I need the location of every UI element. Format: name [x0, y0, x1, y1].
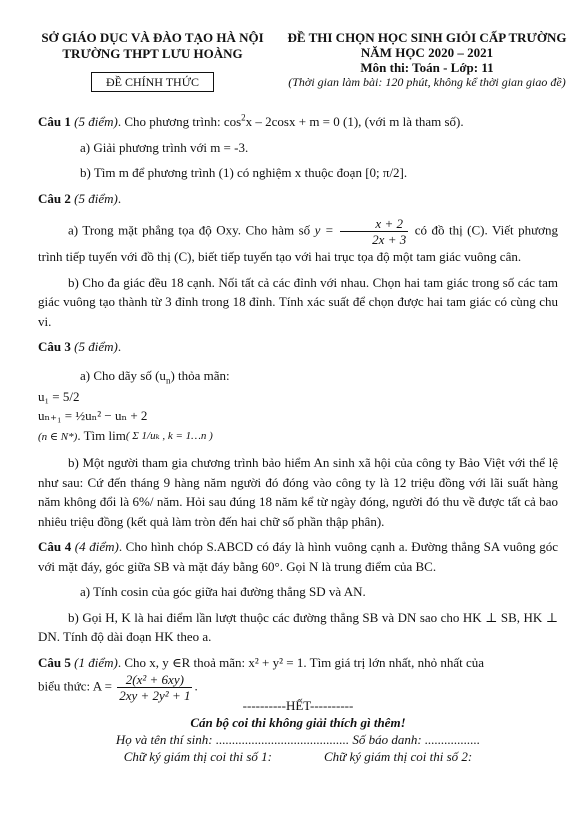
question-1b: b) Tìm m để phương trình (1) có nghiệm x thuộc đoạn [0; π/2]. — [80, 165, 408, 180]
question-4a: a) Tính cosin của góc giữa hai đường thẳng SD và AN. — [80, 584, 366, 599]
question-3-stem — [38, 337, 558, 357]
question-2a-start: a) Trong mặt phẳng tọa độ Oxy. Cho hàm số — [68, 222, 315, 238]
exam-footer — [38, 697, 558, 765]
question-4-text: . Cho hình chóp S.ABCD có đáy là hình vuông cạnh a. Đường thẳng SA vuông góc với mặt đáy, góc giữa SB và mặt đáy bằng 60°. Gọi N là trung điểm của BC. — [38, 539, 558, 574]
fraction-numerator: 2(x² + 6xy) — [117, 672, 192, 688]
school-name: TRƯỜNG THPT LƯU HOÀNG — [62, 46, 243, 61]
question-3-title: Câu 3 — [38, 339, 71, 354]
question-4b: b) Gọi H, K là hai điểm lần lượt thuộc các đường thẳng SB và DN sao cho HK ⊥ SB, HK ⊥ DN. Tính độ dài đoạn HK theo a. — [38, 609, 558, 644]
question-3a-start: a) Cho dãy số (u — [80, 367, 166, 383]
fraction-denominator: 2x + 3 — [372, 232, 407, 247]
signature-line: Chữ ký giám thị coi thi số 1: Chữ ký giám thị coi thi số 2: — [123, 749, 473, 764]
question-3-points: (5 điểm) — [74, 339, 118, 354]
question-5-stem — [38, 653, 558, 673]
recurrence-line-1: u₁ = 5/2 — [38, 388, 80, 404]
question-2b: b) Cho đa giác đều 18 cạnh. Nối tất cả các đỉnh với nhau. Chọn hai tam giác trong số các tam giác vuông tạo thành từ 3 đỉnh trong 18 đỉnh. Tính xác suất để chọn được hai tam giác có cùng chu vi. — [38, 274, 558, 329]
question-2a-y: y = — [314, 222, 334, 238]
question-4-title: Câu 4 — [38, 539, 72, 554]
question-3a — [38, 365, 558, 387]
question-3a-sub: n — [165, 375, 171, 386]
question-2a-end: có đồ thị (C). Viết phương trình tiếp tuyến với đồ thị (C), biết tiếp tuyến tạo với hai trục tọa độ một tam giác vuông cân. — [38, 222, 559, 264]
question-2-points: (5 điểm) — [74, 190, 118, 206]
question-5-text: . Cho x, y ∈R thoả mãn: x² + y² = 1. Tìm giá trị lớn nhất, nhỏ nhất của — [117, 654, 485, 670]
question-1-text-a: . Cho phương trình: cos — [117, 114, 242, 129]
question-1-sup: 2 — [241, 112, 246, 123]
end-marker: ----------HẾT---------- — [242, 698, 354, 713]
question-2-dot: . — [117, 190, 122, 206]
proctor-note: Cán bộ coi thi không giải thích gì thêm! — [190, 715, 406, 730]
subject-line: Môn thi: Toán - Lớp: 11 — [360, 60, 494, 75]
question-3b: b) Một người tham gia chương trình bảo hiểm An sinh xã hội của công ty Bảo Việt với thể lệ như sau: Cứ đến tháng 9 hàng năm người đó đóng vào công ty là 12 triệu đồng với lãi suất hàng năm không đổi là 6%/ năm. Hỏi sau đúng 18 năm kể từ ngày đóng, người đó thu về được tất cả bao nhiêu triệu đồng (kết quả làm tròn đến hai chữ số phần thập phân). — [38, 455, 558, 529]
exam-content — [38, 112, 558, 703]
question-2a-fraction — [340, 216, 408, 247]
question-4-stem — [38, 537, 558, 576]
question-3a-condition: (n ∈ N*) — [38, 430, 78, 443]
header-right — [282, 30, 572, 90]
question-2a — [38, 216, 558, 267]
question-1a: a) Giải phương trình với m = -3. — [80, 139, 249, 155]
fraction-denominator: 2xy + 2y² + 1 — [119, 688, 191, 703]
question-4-points: (4 điểm) — [74, 539, 119, 554]
question-2-title: Câu 2 — [38, 190, 71, 206]
question-5-end: . — [194, 678, 198, 694]
candidate-info-line: Họ và tên thí sinh: ......................................... Số báo danh: ................. — [115, 732, 481, 747]
recurrence-line-2: uₙ₊₁ = ½uₙ² − uₙ + 2 — [38, 408, 148, 423]
school-year: NĂM HỌC 2020 – 2021 — [360, 45, 494, 60]
question-5-expr-label: biểu thức: A = — [38, 678, 112, 694]
fraction-numerator: x + 2 — [340, 216, 408, 232]
question-1-stem — [38, 112, 558, 132]
department-name: SỞ GIÁO DỤC VÀ ĐÀO TẠO HÀ NỘI — [41, 30, 264, 45]
sum-expression: ( Σ 1/uₖ , k = 1…n ) — [125, 429, 213, 442]
question-1-points: (5 điểm) — [74, 114, 118, 129]
question-5-title: Câu 5 — [38, 654, 71, 670]
question-3a-find: . Tìm lim — [77, 427, 126, 443]
time-note: (Thời gian làm bài: 120 phút, không kể thời gian giao đề) — [288, 75, 566, 89]
question-2-stem — [38, 189, 558, 209]
question-5-points: (1 điểm) — [74, 654, 118, 670]
question-3-dot: . — [117, 339, 122, 354]
question-3a-mid: ) thỏa mãn: — [170, 367, 233, 383]
question-1-text-b: x – 2cosx + m = 0 (1), (với m là tham số). — [245, 114, 464, 129]
header-left — [30, 30, 275, 92]
exam-title: ĐỀ THI CHỌN HỌC SINH GIỎI CẤP TRƯỜNG — [287, 30, 567, 45]
official-stamp: ĐỀ CHÍNH THỨC — [91, 72, 214, 92]
question-1-title: Câu 1 — [38, 114, 71, 129]
